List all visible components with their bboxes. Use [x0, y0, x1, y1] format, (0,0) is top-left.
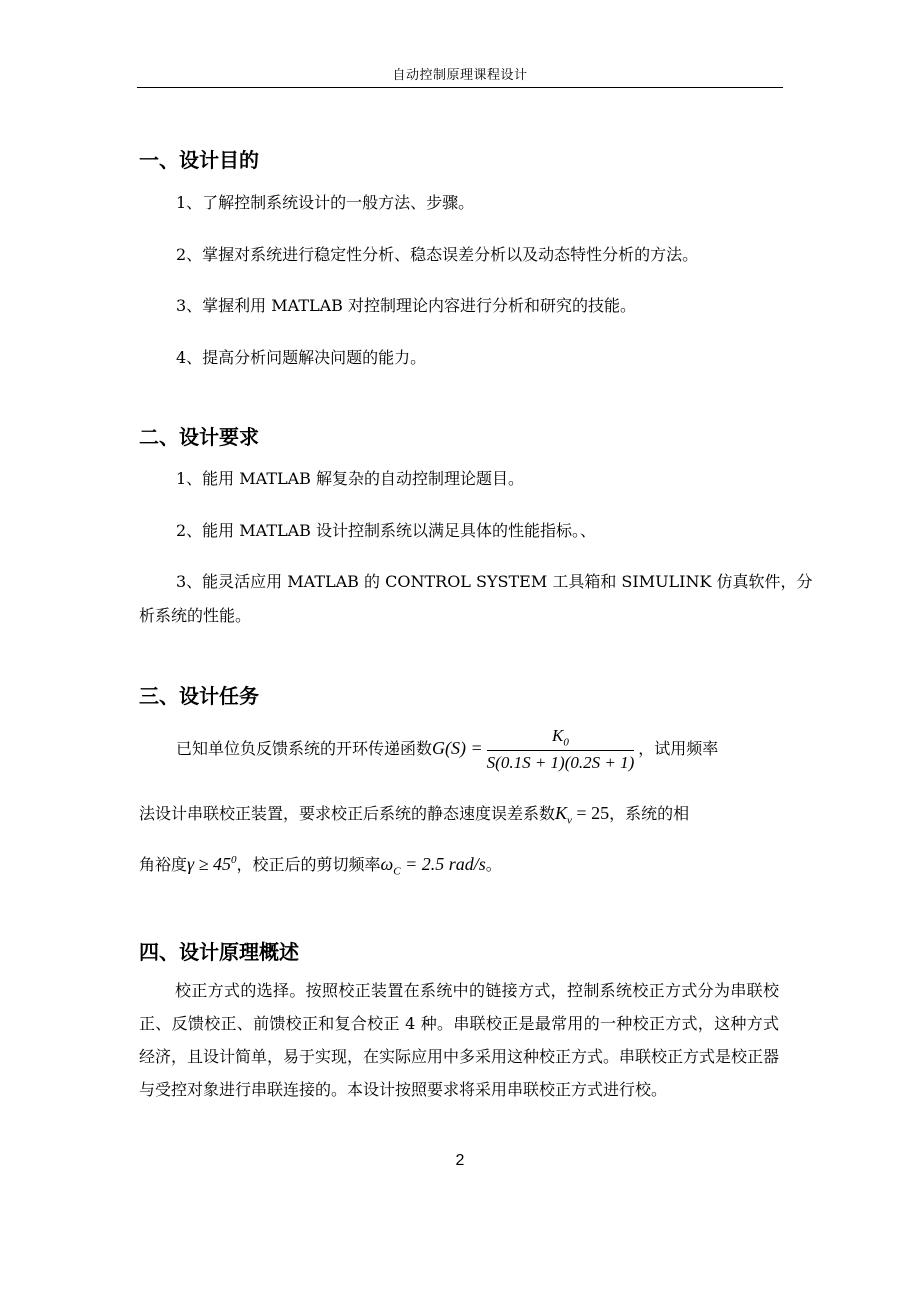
velocity-error-constant	[555, 803, 610, 827]
task-line-2-suffix: ，系统的相	[609, 804, 690, 823]
task-line-3-mid: ，校正后的剪切频率	[236, 855, 381, 874]
running-header: 自动控制原理课程设计	[392, 68, 528, 83]
purpose-item-1: 1、了解控制系统设计的一般方法、步骤。	[176, 193, 475, 212]
gamma-superscript: 0	[231, 854, 237, 866]
purpose-item-3: 3、掌握利用 MATLAB 对控制理论内容进行分析和研究的技能。	[176, 296, 637, 315]
omega-value: = 2.5 rad/s	[400, 854, 486, 874]
task-intro-suffix: ，试用频率	[638, 739, 719, 759]
task-line-2	[139, 801, 689, 827]
numerator-subscript: 0	[563, 736, 569, 749]
transfer-function-numerator	[487, 726, 635, 751]
task-line-1	[176, 726, 718, 773]
task-line-2-text: 法设计串联校正装置，要求校正后系统的静态速度误差系数	[139, 804, 556, 823]
kv-symbol: K	[555, 803, 568, 823]
transfer-function-denominator: S(0.1S + 1)(0.2S + 1)	[486, 753, 635, 773]
task-line-3-text: 角裕度	[139, 855, 188, 874]
purpose-item-2: 2、掌握对系统进行稳定性分析、稳态误差分析以及动态特性分析的方法。	[176, 245, 699, 264]
numerator-symbol: K	[552, 726, 564, 745]
purpose-item-4: 4、提高分析问题解决问题的能力。	[176, 348, 427, 367]
transfer-function-fraction	[487, 726, 635, 773]
principle-paragraph: 校正方式的选择。按照校正装置在系统中的链接方式，控制系统校正方式分为串联校正、反馈校正、前馈校正和复合校正 4 种。串联校正是最常用的一种校正方式，这种方式经济，且设计简单，易于实现，在实际应用中多采用这种校正方式。串联校正方式是校正器与受控对象进行串联连接的。本设计按照要求将采用串联校正方式进行校。	[139, 981, 780, 1099]
crossover-frequency-expr	[380, 854, 486, 878]
kv-subscript: v	[567, 814, 572, 827]
section-heading-purpose: 一、设计目的	[139, 148, 259, 172]
requirement-item-3-cont: 析系统的性能。	[139, 606, 252, 625]
omega-symbol: ω	[380, 854, 394, 874]
header-rule	[137, 87, 783, 88]
transfer-function-lhs: G(S) =	[432, 738, 483, 759]
section-heading-principle: 四、设计原理概述	[139, 940, 299, 964]
task-line-3-suffix: 。	[485, 855, 502, 874]
section-heading-task: 三、设计任务	[139, 684, 259, 708]
gamma-expr: γ ≥ 45	[187, 854, 231, 874]
omega-subscript: C	[393, 865, 401, 878]
task-intro-text: 已知单位负反馈系统的开环传递函数	[176, 739, 433, 759]
requirement-item-2: 2、能用 MATLAB 设计控制系统以满足具体的性能指标。、	[176, 521, 597, 540]
page-number: 2	[455, 1152, 465, 1169]
requirement-item-1: 1、能用 MATLAB 解复杂的自动控制理论题目。	[176, 469, 525, 488]
task-line-3	[139, 852, 502, 878]
section-heading-requirements: 二、设计要求	[139, 425, 259, 449]
requirement-item-3: 3、能灵活应用 MATLAB 的 CONTROL SYSTEM 工具箱和 SIMULINK 仿真软件，分	[176, 572, 813, 591]
kv-value: = 25	[571, 803, 610, 823]
phase-margin-expr	[187, 854, 236, 874]
